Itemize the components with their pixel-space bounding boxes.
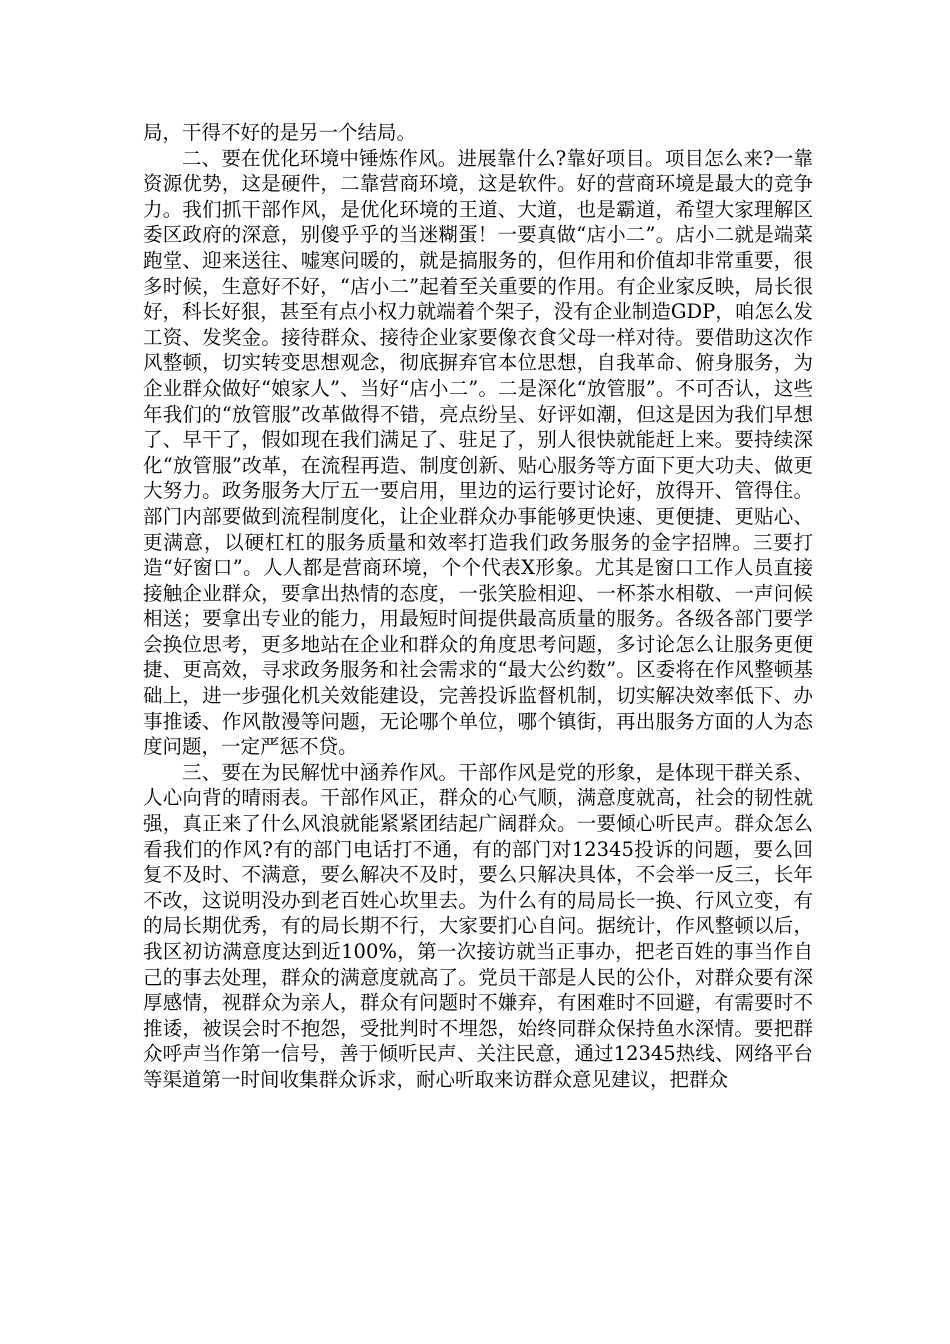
paragraph-section-two: 二、要在优化环境中锤炼作风。进展靠什么?靠好项目。项目怎么来?一靠资源优势，这是硬件，二靠营商环境，这是软件。好的营商环境是最大的竞争力。我们抓干部作风，是优化环境的王道、大道，也是霸道，希望大家理解区委区政府的深意，别傻乎乎的当迷糊蛋！一要真做“店小二”。店小二就是端菜跑堂、迎来送往、嘘寒问暖的，就是搞服务的，但作用和价值却非常重要，很多时候，生意好不好，“店小二”起着至关重要的作用。有企业家反映，局长很好，科长好狠，甚至有点小权力就端着个架子，没有企业制造GDP，咱怎么发工资、发奖金。接待群众、接待企业家要像衣食父母一样对待。要借助这次作风整顿，切实转变思想观念，彻底摒弃官本位思想，自我革命、俯身服务，为企业群众做好“娘家人”、当好“店小二”。二是深化“放管服”。不可否认，这些年我们的“放管服”改革做得不错，亮点纷呈、好评如潮，但这是因为我们早想了、早干了，假如现在我们满足了、驻足了，别人很快就能赶上来。要持续深化“放管服”改革，在流程再造、制度创新、贴心服务等方面下更大功夫、做更大努力。政务服务大厅五一要启用，里边的运行要讨论好，放得开、管得住。部门内部要做到流程制度化，让企业群众办事能够更快速、更便捷、更贴心、更满意，以硬杠杠的服务质量和效率打造我们政务服务的金字招牌。三要打造“好窗口”。人人都是营商环境，个个代表X形象。尤其是窗口工作人员直接接触企业群众，要拿出热情的态度，一张笑脸相迎、一杯茶水相敬、一声问候相送；要拿出专业的能力，用最短时间提供最高质量的服务。各级各部门要学会换位思考，更多地站在企业和群众的角度思考问题，多讨论怎么让服务更便捷、更高效，寻求政务服务和社会需求的“最大公约数”。区委将在作风整顿基础上，进一步强化机关效能建设，完善投诉监督机制，切实解决效率低下、办事推诿、作风散漫等问题，无论哪个单位，哪个镇街，再出服务方面的人为态度问题，一定严惩不贷。 xyxy=(143,146,813,759)
paragraph-continuation: 局，干得不好的是另一个结局。 xyxy=(143,121,417,144)
paragraph-section-three: 三、要在为民解忧中涵养作风。干部作风是党的形象，是体现干群关系、人心向背的晴雨表。干部作风正，群众的心气顺，满意度就高，社会的韧性就强，真正来了什么风浪就能紧紧团结起广阔群众。一要倾心听民声。群众怎么看我们的作风?有的部门电话打不通，有的部门对12345投诉的问题，要么回复不及时、不满意，要么解决不及时，要么只解决具体，不会举一反三，长年不改，这说明没办到老百姓心坎里去。为什么有的局局长一换、行风立变，有的局长期优秀，有的局长期不行，大家要扪心自问。据统计，作风整顿以后，我区初访满意度达到近100%，第一次接访就当正事办，把老百姓的事当作自己的事去处理，群众的满意度就高了。党员干部是人民的公仆，对群众要有深厚感情，视群众为亲人，群众有问题时不嫌弃，有困难时不回避，有需要时不推诿，被误会时不抱怨，受批判时不埋怨，始终同群众保持鱼水深情。要把群众呼声当作第一信号，善于倾听民声、关注民意，通过12345热线、网络平台等渠道第一时间收集群众诉求，耐心听取来访群众意见建议，把群众 xyxy=(143,760,813,1091)
document-body xyxy=(143,120,813,1093)
